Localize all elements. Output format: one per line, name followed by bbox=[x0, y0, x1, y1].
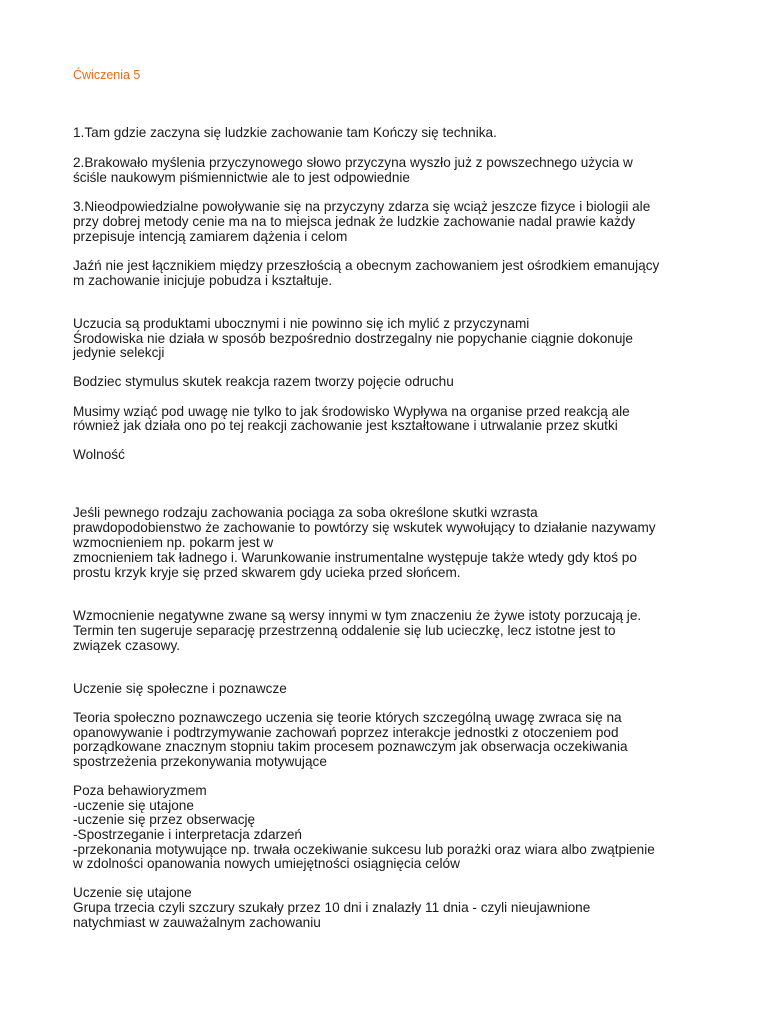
text-line: zmocnieniem tak ładnego i. Warunkowanie instrumentalne występuje także wtedy gdy ktoś po bbox=[73, 550, 637, 565]
list-item: -uczenie się utajone bbox=[73, 798, 194, 813]
text-line: ściśle naukowym piśmiennictwie ale to jest odpowiednie bbox=[73, 170, 410, 185]
list-item: -Spostrzeganie i interpretacja zdarzeń bbox=[73, 827, 302, 842]
text-line: prostu krzyk kryje się przed skwarem gdy ucieka przed słońcem. bbox=[73, 565, 461, 580]
text-line: Środowiska nie działa w sposób bezpośrednio dostrzegalny nie popychanie ciągnie dokonuje bbox=[73, 331, 633, 346]
text-line: Uczucia są produktami ubocznymi i nie powinno się ich mylić z przyczynami bbox=[73, 316, 530, 331]
section-heading: Poza behawioryzmem bbox=[73, 783, 207, 798]
text-line: Teoria społeczno poznawczego uczenia się teorie których szczególną uwagę zwraca się na bbox=[73, 710, 622, 725]
text-line: jedynie selekcji bbox=[73, 345, 165, 360]
text-line: 1.Tam gdzie zaczyna się ludzkie zachowanie tam Kończy się technika. bbox=[73, 125, 497, 140]
list-item: -uczenie się przez obserwację bbox=[73, 812, 256, 827]
text-line: prawdopodobienstwo że zachowanie to powtórzy się wskutek wywołujący to działanie nazywamy bbox=[73, 520, 656, 535]
text-line: spostrzeżenia przekonywania motywujące bbox=[73, 754, 327, 769]
document-heading: Ćwiczenia 5 bbox=[73, 68, 141, 82]
section-heading: Uczenie się utajone bbox=[73, 885, 192, 900]
text-line: Wzmocnienie negatywne zwane są wersy innymi w tym znaczeniu że żywe istoty porzucają je. bbox=[73, 608, 642, 623]
text-line: opanowywanie i podtrzymywanie zachowań poprzez interakcje jednostki z otoczeniem pod bbox=[73, 725, 619, 740]
text-line: Jeśli pewnego rodzaju zachowania pociąga za soba określone skutki wzrasta bbox=[73, 505, 538, 520]
text-line: Musimy wziąć pod uwagę nie tylko to jak środowisko Wypływa na organise przed reakcją ale bbox=[73, 404, 630, 419]
list-item: -przekonania motywujące np. trwała oczekiwanie sukcesu lub porażki oraz wiara albo zwątpienie bbox=[73, 842, 655, 857]
text-line: przy dobrej metody cenie ma na to miejsca jednak że ludzkie zachowanie nadal prawie każdy bbox=[73, 214, 636, 229]
list-item: w zdolności opanowania nowych umiejętności osiągnięcia celów bbox=[73, 856, 460, 871]
text-line: 2.Brakowało myślenia przyczynowego słowo przyczyna wyszło już z powszechnego użycia w bbox=[73, 155, 633, 170]
section-heading: Uczenie się społeczne i poznawcze bbox=[73, 681, 287, 696]
text-line: natychmiast w zauważalnym zachowaniu bbox=[73, 915, 321, 930]
text-line: Jaźń nie jest łącznikiem między przeszłością a obecnym zachowaniem jest ośrodkiem emanujący bbox=[73, 258, 660, 273]
text-line: 3.Nieodpowiedzialne powoływanie się na przyczyny zdarza się wciąż jeszcze fizyce i biologii ale bbox=[73, 199, 651, 214]
text-line: Bodziec stymulus skutek reakcja razem tworzy pojęcie odruchu bbox=[73, 374, 454, 389]
text-line: wzmocnieniem np. pokarm jest w bbox=[73, 535, 274, 550]
text-line: Termin ten sugeruje separację przestrzenną oddalenie się lub ucieczkę, lecz istotne jest to bbox=[73, 623, 616, 638]
text-line: Grupa trzecia czyli szczury szukały przez 10 dni i znalazły 11 dnia - czyli nieujawnione bbox=[73, 900, 591, 915]
text-line: również jak działa ono po tej reakcji zachowanie jest kształtowane i utrwalanie przez skutki bbox=[73, 418, 618, 433]
text-line: m zachowanie inicjuje pobudza i kształtuje. bbox=[73, 273, 333, 288]
text-line: Wolność bbox=[73, 447, 125, 462]
text-line: przepisuje intencją zamiarem dążenia i celom bbox=[73, 229, 348, 244]
text-line: związek czasowy. bbox=[73, 638, 181, 653]
text-line: porządkowane znacznym stopniu takim procesem poznawczym jak obserwacja oczekiwania bbox=[73, 739, 628, 754]
